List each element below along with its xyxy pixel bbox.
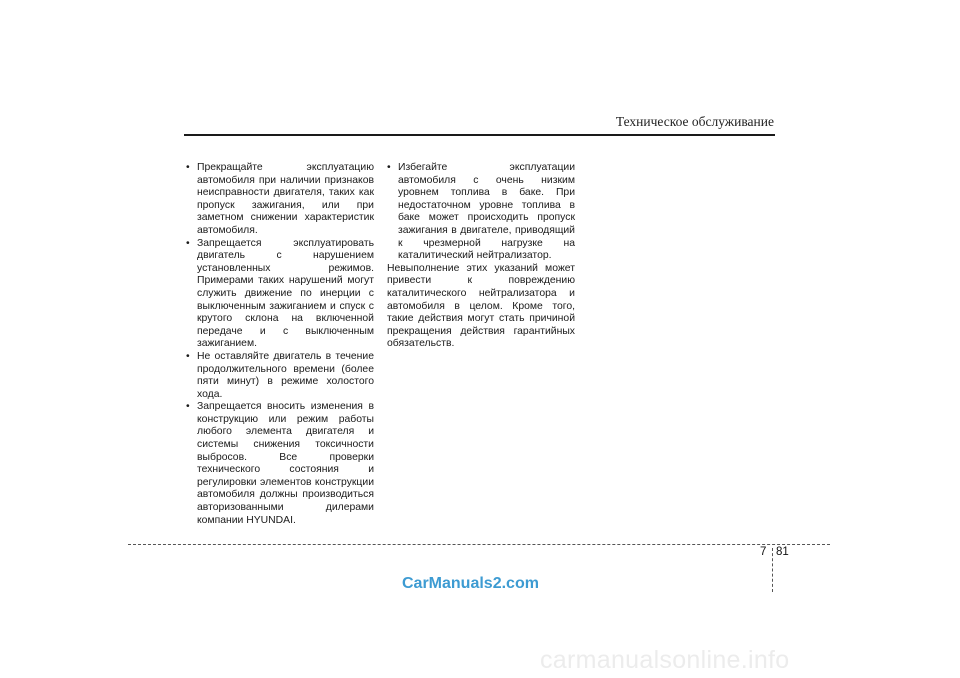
list-item: • Не оставляйте двигатель в течение продолжительного времени (более пяти минут) в режиме холостого хода. <box>186 351 374 401</box>
list-item: • Избегайте эксплуатации автомобиля с очень низким уровнем топлива в баке. При недостаточном уровне топлива в баке может происходить пропуск зажигания в двигателе, приводящий к чрезмерной нагрузке на каталитический нейтрализатор. <box>387 162 575 263</box>
list-item: • Запрещается вносить изменения в конструкцию или режим работы любого элемента двигателя и системы снижения токсичности выбросов. Все проверки технического состояния и регулировки элементов конструкции автомобиля должны производиться авторизованными дилерами компании HYUNDAI. <box>186 401 374 527</box>
watermark-text: carmanualsonline.info <box>540 646 790 674</box>
right-bullet-list <box>387 162 575 263</box>
chapter-number: 7 <box>760 546 767 558</box>
page-number: 81 <box>776 546 789 558</box>
page-header-title: Техническое обслуживание <box>615 114 774 129</box>
watermark-link[interactable]: CarManuals2.com <box>402 575 539 592</box>
footer-divider <box>128 544 830 545</box>
left-column <box>186 162 374 527</box>
left-bullet-list <box>186 162 374 527</box>
warning-paragraph: Невыполнение этих указаний может привести к повреждению каталитического нейтрализатора и автомобиля в целом. Кроме того, такие действия могут стать причиной прекращения действия гарантийных обязательств. <box>387 262 575 350</box>
list-item: • Прекращайте эксплуатацию автомобиля при наличии признаков неисправности двигателя, таких как пропуск зажигания, или при заметном снижении характеристик автомобиля. <box>186 162 374 238</box>
page-number-separator <box>772 548 773 592</box>
right-column <box>387 162 575 351</box>
header-divider <box>184 134 775 136</box>
list-item: • Запрещается эксплуатировать двигатель с нарушением установленных режимов. Примерами таких нарушений могут служить движение по инерции с выключенным зажиганием и спуск с крутого склона на включенной передаче и с выключенным зажиганием. <box>186 238 374 351</box>
